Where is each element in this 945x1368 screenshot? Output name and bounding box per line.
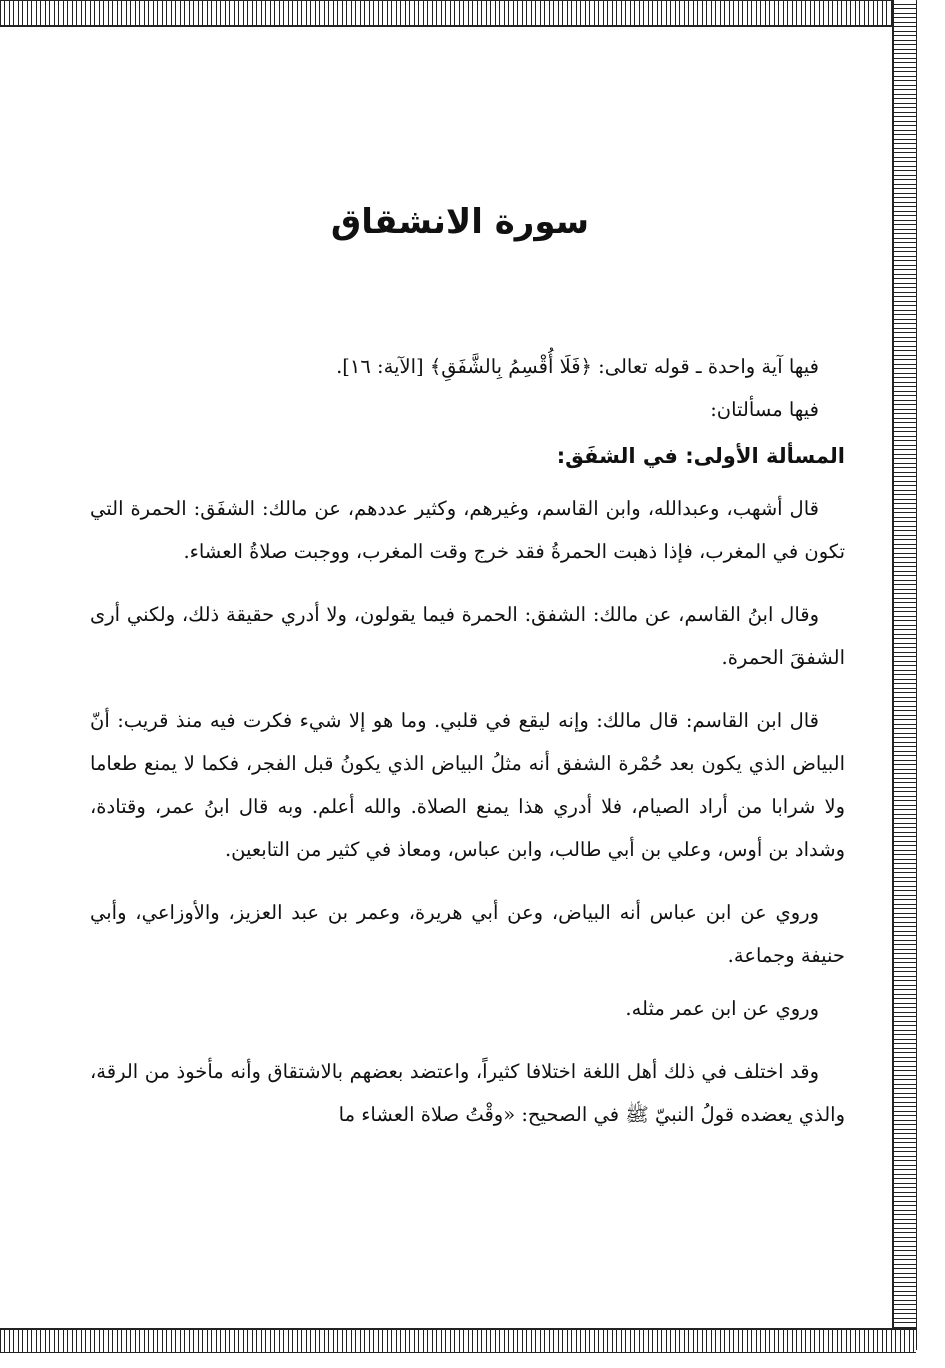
page-title: سورة الانشقاق <box>330 202 590 242</box>
section-heading: المسألة الأولى: في الشفَق: <box>556 444 845 468</box>
body-paragraph: وقال ابنُ القاسم، عن مالك: الشفق: الحمرة فيما يقولون، ولا أدري حقيقة ذلك، ولكني أرى الشفقَ الحمرة. <box>90 603 845 669</box>
ornamental-border-top <box>0 0 916 27</box>
body-paragraph: وروي عن ابن عمر مثله. <box>625 997 819 1020</box>
intro-verse-line: فيها آية واحدة ـ قوله تعالى: ﴿فَلَا أُقْسِمُ بِالشَّفَقِ﴾ [الآية: ١٦]. <box>336 355 819 378</box>
body-paragraph: وروي عن ابن عباس أنه البياض، وعن أبي هريرة، وعمر بن عبد العزيز، والأوزاعي، وأبي حنيفة وجماعة. <box>90 901 845 967</box>
ornamental-border-bottom <box>0 1328 916 1353</box>
body-paragraph: قال أشهب، وعبدالله، وابن القاسم، وغيرهم، وكثير عددهم، عن مالك: الشفَق: الحمرة التي تكون في المغرب، فإذا ذهبت الحمرةُ فقد خرج وقت المغرب، ووجبت صلاةُ العشاء. <box>90 497 845 563</box>
page-body <box>90 345 845 1136</box>
body-paragraph: قال ابن القاسم: قال مالك: وإنه ليقع في قلبي. وما هو إلا شيء فكرت فيه منذ قريب: أنّ البياض الذي يكون بعد حُمْرة الشفق أنه مثلُ البياض الذي يكونُ قبل الفجر، فكما لا يمنع طعاما ولا شرابا من أراد الصيام، فلا أدري هذا يمنع الصلاة. والله أعلم. وبه قال ابنُ عمر، وقتادة، وشداد بن أوس، وعلي بن أبي طالب، وابن عباس، ومعاذ في كثير من التابعين. <box>90 709 845 861</box>
intro-issues-line: فيها مسألتان: <box>710 398 819 421</box>
ornamental-border-right <box>892 0 917 1350</box>
body-paragraph: وقد اختلف في ذلك أهل اللغة اختلافا كثيراً، واعتضد بعضهم بالاشتقاق وأنه مأخوذ من الرقة، والذي يعضده قولُ النبيّ ﷺ في الصحيح: «وقْتُ صلاة العشاء ما <box>90 1060 845 1126</box>
